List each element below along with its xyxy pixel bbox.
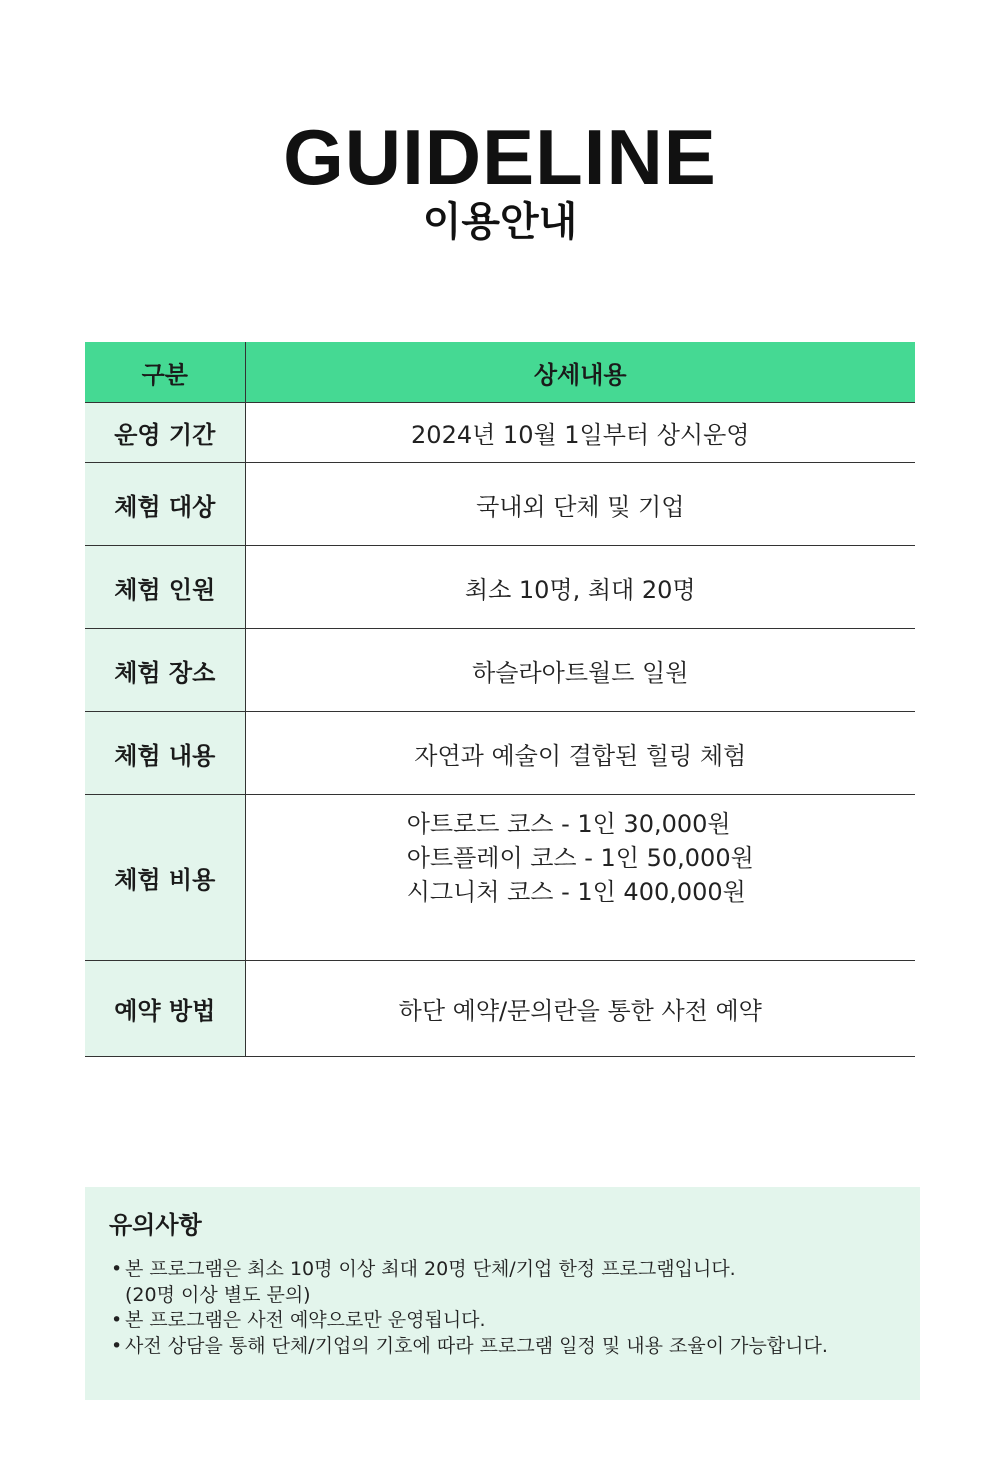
row-value-location: 하슬라아트월드 일원: [245, 629, 915, 712]
table-row: [85, 795, 915, 961]
row-label-content: 체험 내용: [85, 712, 245, 795]
page-subtitle: 이용안내: [422, 199, 578, 245]
row-value-period: 2024년 10월 1일부터 상시운영: [245, 403, 915, 463]
table-row: [85, 403, 915, 463]
row-value-target: 국내외 단체 및 기업: [245, 463, 915, 546]
row-value-cost: [245, 795, 915, 961]
cost-line: 아트로드 코스 - 1인 30,000원: [406, 809, 731, 838]
notice-list: [111, 1257, 828, 1359]
guideline-table: [85, 342, 915, 1057]
bullet-icon: •: [111, 1334, 123, 1357]
notice-item: • 사전 상담을 통해 단체/기업의 기호에 따라 프로그램 일정 및 내용 조율이 가능합니다.: [111, 1334, 828, 1360]
row-value-reservation: 하단 예약/문의란을 통한 사전 예약: [245, 961, 915, 1057]
notice-item-note: (20명 이상 별도 문의): [125, 1283, 311, 1306]
row-value-headcount: 최소 10명, 최대 20명: [245, 546, 915, 629]
notice-item: • 본 프로그램은 사전 예약으로만 운영됩니다.: [111, 1308, 828, 1334]
header-category: 구분: [85, 342, 245, 403]
row-label-reservation: 예약 방법: [85, 961, 245, 1057]
row-label-location: 체험 장소: [85, 629, 245, 712]
notice-box: [85, 1187, 920, 1400]
cost-line: 시그니처 코스 - 1인 400,000원: [406, 877, 746, 906]
cost-line: 아트플레이 코스 - 1인 50,000원: [406, 843, 754, 872]
table-row: [85, 463, 915, 546]
row-label-period: 운영 기간: [85, 403, 245, 463]
table-row: [85, 961, 915, 1057]
table-row: [85, 712, 915, 795]
row-value-content: 자연과 예술이 결합된 힐링 체험: [245, 712, 915, 795]
row-label-headcount: 체험 인원: [85, 546, 245, 629]
header-details: 상세내용: [245, 342, 915, 403]
bullet-icon: •: [111, 1309, 123, 1331]
table-row: [85, 546, 915, 629]
notice-item: • 본 프로그램은 최소 10명 이상 최대 20명 단체/기업 한정 프로그램입니다.: [111, 1257, 828, 1283]
cost-list: [407, 807, 754, 909]
table-row: [85, 629, 915, 712]
notice-title: 유의사항: [109, 1211, 202, 1239]
table-header-row: [85, 342, 915, 403]
bullet-icon: •: [111, 1258, 123, 1280]
row-label-target: 체험 대상: [85, 463, 245, 546]
page-title: GUIDELINE: [283, 113, 717, 201]
row-label-cost: 체험 비용: [85, 795, 245, 961]
